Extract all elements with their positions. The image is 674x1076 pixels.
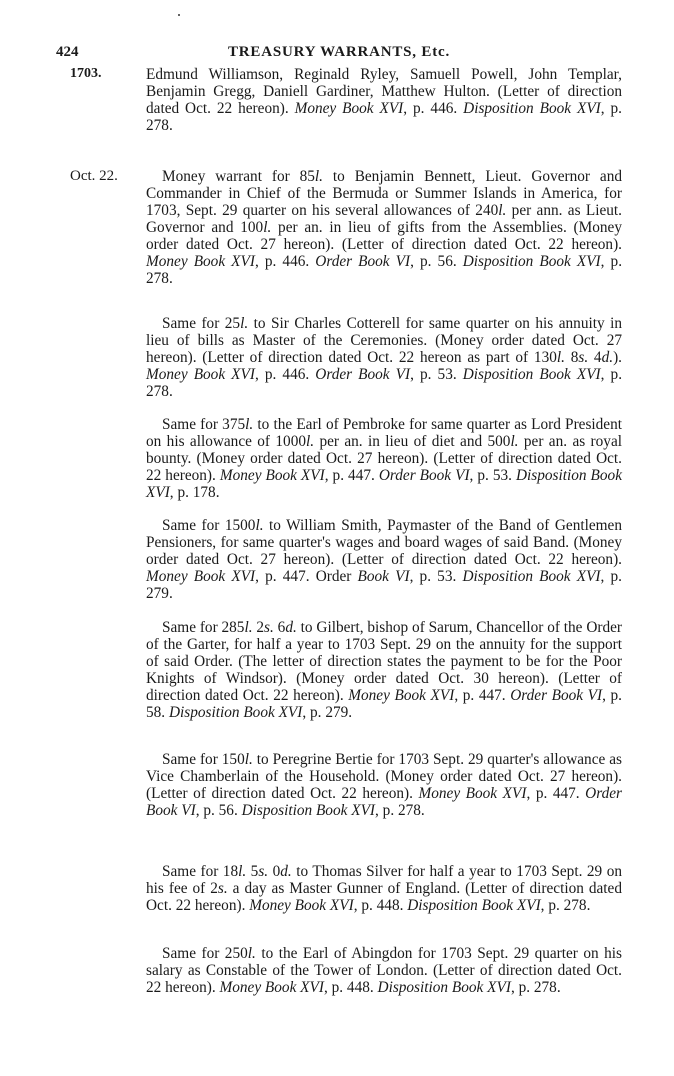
text-run: per an. as royal bounty. (Money order dated Oct. 27 hereon). (Letter of direction dated Oct. 22 hereon). bbox=[146, 433, 622, 484]
text-run: a day as Master Gunner of England. (Letter of direction dated Oct. 22 hereon). bbox=[146, 880, 622, 914]
text-run: , p. 278. bbox=[510, 979, 561, 996]
text-run: , p. 56. bbox=[410, 253, 463, 270]
text-run: Same for 18 bbox=[162, 863, 239, 880]
italic-reference: s. bbox=[258, 863, 269, 880]
italic-reference: Disposition Book XVI bbox=[241, 802, 376, 819]
text-run: 4 bbox=[588, 349, 602, 366]
text-run: , p. 278. bbox=[540, 897, 591, 914]
italic-reference: Book VI bbox=[357, 568, 410, 585]
italic-reference: Disposition Book XVI bbox=[146, 467, 622, 501]
text-run: , p. 58. bbox=[146, 687, 623, 721]
text-run: per an. in lieu of gifts from the Assemblies. (Money order dated Oct. 27 hereon). (Letter of direction dated Oct. 22 hereon). bbox=[146, 219, 622, 253]
text-run: , p. 278. bbox=[146, 100, 622, 134]
italic-reference: l. bbox=[510, 433, 519, 450]
text-run: , p. 53. bbox=[469, 467, 516, 484]
italic-reference: Money Book XVI bbox=[146, 366, 255, 383]
entry-text bbox=[146, 66, 622, 134]
entry-text bbox=[146, 416, 622, 501]
text-run: , p. 53. bbox=[410, 366, 463, 383]
italic-reference: l. bbox=[238, 863, 247, 880]
page-header bbox=[56, 44, 622, 66]
text-run: , p. 446. bbox=[403, 100, 464, 117]
text-run: , p. 448. bbox=[323, 979, 378, 996]
text-run: Same for 1500 bbox=[162, 517, 256, 534]
text-run: , p. 446. bbox=[254, 366, 316, 383]
italic-reference: Order Book VI bbox=[146, 785, 622, 819]
italic-reference: l. bbox=[498, 202, 507, 219]
text-run: 5 bbox=[246, 863, 259, 880]
text-run: to the Earl of Abingdon for 1703 Sept. 29 quarter on his salary as Constable of the Tower of London. (Letter of direction dated Oct. 22 hereon). bbox=[146, 945, 623, 996]
entry-text bbox=[146, 945, 622, 996]
italic-reference: Disposition Book XVI bbox=[462, 568, 601, 585]
text-run: , p. 53. bbox=[409, 568, 463, 585]
text-run: to Benjamin Bennett, Lieut. Governor and Commander in Chief of the Bermuda or Summer Islands in America, for 1703, Sept. 29 quarter on his several allowances of 240 bbox=[146, 168, 622, 219]
italic-reference: Disposition Book XVI bbox=[377, 979, 511, 996]
text-run: Same for 250 bbox=[162, 945, 248, 962]
text-run: , p. 448. bbox=[353, 897, 408, 914]
text-run: per an. in lieu of diet and 500 bbox=[314, 433, 511, 450]
text-run: to Thomas Silver for half a year to 1703 Sept. 29 on his fee of 2 bbox=[146, 863, 622, 897]
text-run: , p. 279. bbox=[302, 704, 353, 721]
italic-reference: Disposition Book XVI bbox=[407, 897, 541, 914]
italic-reference: d. bbox=[280, 863, 292, 880]
text-run: 8 bbox=[564, 349, 579, 366]
text-run: to Sir Charles Cotterell for same quarter on his annuity in lieu of bills as Master of the Ceremonies. (Money order dated Oct. 27 hereon). (Letter of direction dated Oct. 22 hereon as part of 130 bbox=[146, 315, 622, 366]
italic-reference: Order Book VI bbox=[510, 687, 603, 704]
italic-reference: Money Book XVI bbox=[146, 253, 255, 270]
entry-text bbox=[146, 315, 622, 400]
italic-reference: l. bbox=[244, 751, 253, 768]
italic-reference: l. bbox=[306, 433, 315, 450]
italic-reference: Order Book VI bbox=[315, 366, 411, 383]
italic-reference: Disposition Book XVI bbox=[168, 704, 303, 721]
margin-dot bbox=[178, 14, 180, 16]
entry-text bbox=[146, 517, 622, 602]
italic-reference: Order Book VI bbox=[315, 253, 411, 270]
italic-reference: Money Book XVI bbox=[219, 467, 325, 484]
text-run: Edmund Williamson, Reginald Ryley, Samuell Powell, John Templar, Benjamin Gregg, Daniell Gardiner, Matthew Hulton. (Letter of direction dated Oct. 22 hereon). bbox=[146, 66, 622, 117]
italic-reference: s. bbox=[264, 619, 274, 636]
italic-reference: Money Book XVI bbox=[249, 897, 354, 914]
text-run: Money warrant for 85 bbox=[162, 168, 315, 185]
text-run: , p. 446. bbox=[254, 253, 316, 270]
italic-reference: l. bbox=[244, 619, 253, 636]
year-marginal-note: 1703. bbox=[70, 66, 102, 81]
entry-text bbox=[146, 751, 622, 819]
entry-text bbox=[146, 863, 622, 914]
text-run: 0 bbox=[268, 863, 281, 880]
italic-reference: Money Book XVI bbox=[348, 687, 455, 704]
text-run: , p. 447. bbox=[454, 687, 511, 704]
text-run: Same for 375 bbox=[162, 416, 246, 433]
italic-reference: s. bbox=[217, 880, 228, 897]
text-run: to William Smith, Paymaster of the Band of Gentlemen Pensioners, for same quarter's wages and board wages of said Band. (Money order dated Oct. 27 hereon). (Letter of direction dated Oct. 22 hereon). bbox=[146, 517, 622, 568]
italic-reference: Disposition Book XVI bbox=[462, 366, 601, 383]
italic-reference: Money Book XVI bbox=[146, 568, 256, 585]
text-run: , p. 447. bbox=[324, 467, 379, 484]
italic-reference: Money Book XVI bbox=[294, 100, 404, 117]
italic-reference: l. bbox=[247, 945, 256, 962]
text-run: to Peregrine Bertie for 1703 Sept. 29 quarter's allowance as Vice Chamberlain of the Household. (Money order dated Oct. 27 hereon). (Letter of direction dated Oct. 22 hereon). bbox=[146, 751, 623, 802]
italic-reference: Money Book XVI bbox=[418, 785, 527, 802]
text-run: , p. 278. bbox=[146, 253, 623, 287]
text-run: ). bbox=[613, 349, 622, 366]
entry-text bbox=[146, 619, 622, 721]
page-number: 424 bbox=[56, 44, 79, 60]
text-run: Same for 285 bbox=[162, 619, 245, 636]
text-run: , p. 447. bbox=[526, 785, 586, 802]
italic-reference: Disposition Book XVI bbox=[462, 253, 601, 270]
italic-reference: Order Book VI bbox=[378, 467, 470, 484]
italic-reference: d. bbox=[285, 619, 297, 636]
text-run: Same for 25 bbox=[162, 315, 241, 332]
running-title: TREASURY WARRANTS, Etc. bbox=[227, 44, 451, 60]
text-run: to the Earl of Pembroke for same quarter as Lord President on his allowance of 1000 bbox=[146, 416, 622, 450]
text-run: , p. 278. bbox=[146, 366, 623, 400]
italic-reference: l. bbox=[556, 349, 565, 366]
italic-reference: l. bbox=[263, 219, 272, 236]
italic-reference: l. bbox=[255, 517, 264, 534]
text-run: 2 bbox=[252, 619, 265, 636]
italic-reference: l. bbox=[240, 315, 249, 332]
text-run: per ann. as Lieut. Governor and 100 bbox=[146, 202, 622, 236]
text-run: , p. 278. bbox=[375, 802, 425, 819]
text-run: , p. 178. bbox=[169, 484, 220, 501]
text-run: Same for 150 bbox=[162, 751, 245, 768]
text-run: , p. 447. Order bbox=[255, 568, 358, 585]
text-run: , p. 56. bbox=[195, 802, 242, 819]
text-run: 6 bbox=[273, 619, 286, 636]
entry-date: Oct. 22. bbox=[70, 168, 118, 184]
text-run: , p. 279. bbox=[146, 568, 622, 602]
italic-reference: l. bbox=[245, 416, 254, 433]
entry-text bbox=[146, 168, 622, 287]
italic-reference: s. bbox=[578, 349, 589, 366]
italic-reference: Disposition Book XVI bbox=[463, 100, 601, 117]
italic-reference: Money Book XVI bbox=[219, 979, 324, 996]
text-run: to Gilbert, bishop of Sarum, Chancellor of the Order of the Garter, for half a year to 1703 Sept. 29 on the annuity for the support of said Order. (The letter of direction states the payment to be for the Poor Knights of Windsor). (Money order dated Oct. 30 hereon). (Letter of direction dated Oct. 22 hereon). bbox=[146, 619, 622, 704]
italic-reference: l. bbox=[314, 168, 323, 185]
italic-reference: d. bbox=[601, 349, 614, 366]
